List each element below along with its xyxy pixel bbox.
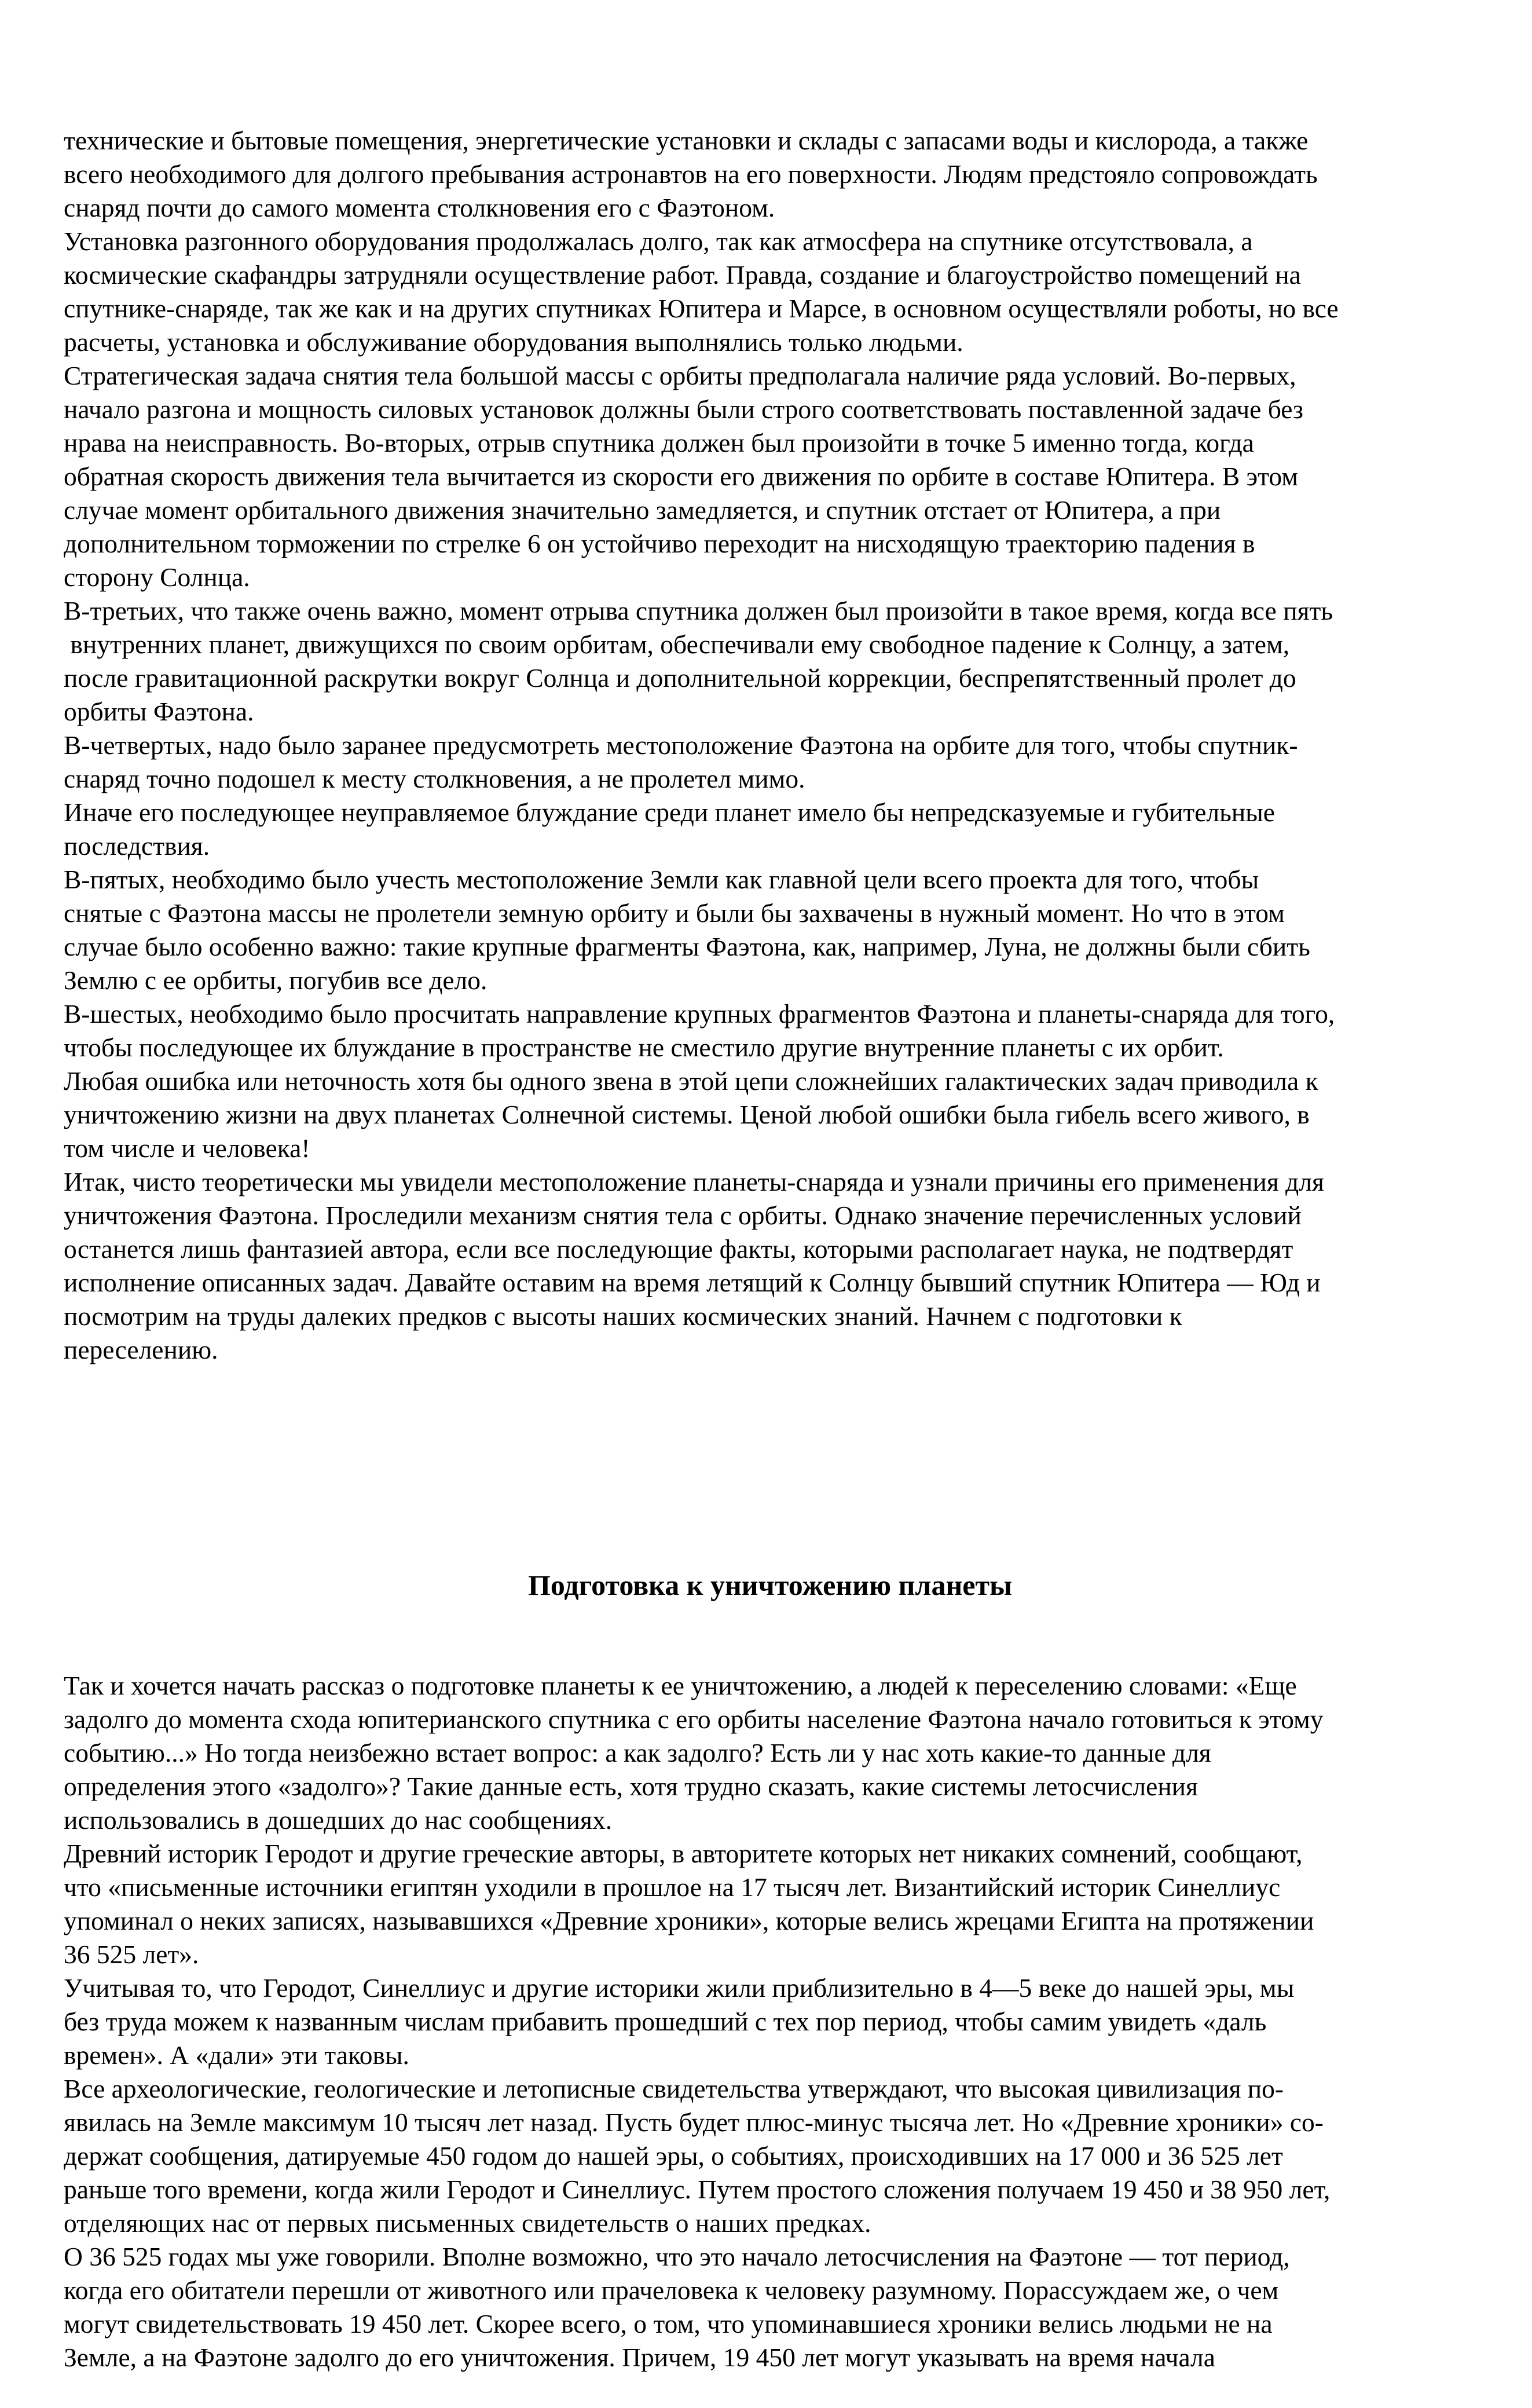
- text-line: уничтожению жизни на двух планетах Солнечной системы. Ценой любой ошибки была гибель всего живого, в: [64, 1100, 1310, 1129]
- text-line: Все археологические, геологические и летописные свидетельства утверждают, что высокая цивилизация по-: [64, 2074, 1284, 2103]
- text-line: случае момент орбитального движения значительно замедляется, и спутник отстает от Юпитера, а при: [64, 495, 1221, 525]
- text-line: когда его обитатели перешли от животного или прачеловека к человеку разумному. Порассуждаем же, о чем: [64, 2275, 1279, 2305]
- text-line: упоминал о неких записях, называвшихся «Древние хроники», которые велись жрецами Египта на протяжении: [64, 1906, 1314, 1935]
- document-page: [64, 57, 1476, 2408]
- text-line: отделяющих нас от первых письменных свидетельств о наших предках.: [64, 2208, 871, 2238]
- paragraph: [64, 225, 1476, 359]
- paragraph: [64, 594, 1476, 729]
- paragraph: [64, 124, 1476, 225]
- text-line: посмотрим на труды далеких предков с высоты наших космических знаний. Начнем с подготовки к: [64, 1301, 1182, 1331]
- text-line: останется лишь фантазией автора, если все последующие факты, которыми располагает наука, не подтвердят: [64, 1234, 1293, 1264]
- text-line: технические и бытовые помещения, энергетические установки и склады с запасами воды и кислорода, а также: [64, 126, 1309, 155]
- text-line: могут свидетельствовать 19 450 лет. Скорее всего, о том, что упоминавшиеся хроники велись людьми не на: [64, 2309, 1273, 2339]
- text-line: явилась на Земле максимум 10 тысяч лет назад. Пусть будет плюс-минус тысяча лет. Но «Древние хроники» со-: [64, 2107, 1324, 2137]
- text-line: 36 525 лет».: [64, 1939, 199, 1969]
- text-line: снятые с Фаэтона массы не пролетели земную орбиту и были бы захвачены в нужный момент. Но что в этом: [64, 898, 1285, 928]
- text-line: орбиты Фаэтона.: [64, 697, 254, 726]
- text-line: В-четвертых, надо было заранее предусмотреть местоположение Фаэтона на орбите для того, чтобы спутник-: [64, 730, 1298, 760]
- section-preparation: [64, 1669, 1476, 2374]
- paragraph: [64, 2072, 1476, 2240]
- text-line: В-пятых, необходимо было учесть местоположение Земли как главной цели всего проекта для того, чтобы: [64, 865, 1259, 894]
- paragraph: [64, 796, 1476, 863]
- text-line: расчеты, установка и обслуживание оборудования выполнялись только людьми.: [64, 327, 963, 357]
- text-line: определения этого «задолго»? Такие данные есть, хотя трудно сказать, какие системы летосчисления: [64, 1772, 1198, 1801]
- text-line: Итак, чисто теоретически мы увидели местоположение планеты-снаряда и узнали причины его применения для: [64, 1167, 1324, 1196]
- section-heading: Подготовка к уничтожению планеты: [527, 1569, 1013, 1601]
- text-line: Земле, а на Фаэтоне задолго до его уничтожения. Причем, 19 450 лет могут указывать на время начала: [64, 2343, 1215, 2372]
- paragraph: [64, 1064, 1476, 1165]
- text-line: времен». А «дали» эти таковы.: [64, 2040, 409, 2070]
- text-line: В-третьих, что также очень важно, момент отрыва спутника должен был произойти в такое время, когда все пять: [64, 596, 1333, 625]
- text-line: без труда можем к названным числам прибавить прошедший с тех пор период, чтобы самим увидеть «даль: [64, 2007, 1267, 2036]
- text-line: космические скафандры затрудняли осуществление работ. Правда, создание и благоустройство помещений на: [64, 260, 1301, 290]
- text-line: снаряд точно подошел к месту столкновения, а не пролетел мимо.: [64, 764, 805, 793]
- section-gap: [64, 1434, 1476, 1501]
- paragraph: [64, 729, 1476, 796]
- text-line: сторону Солнца.: [64, 562, 250, 592]
- paragraph: [64, 1669, 1476, 1837]
- text-line: событию...» Но тогда неизбежно встает вопрос: а как задолго? Есть ли у нас хоть какие-то данные для: [64, 1738, 1211, 1767]
- text-line: снаряд почти до самого момента столкновения его с Фаэтоном.: [64, 193, 775, 222]
- text-line: исполнение описанных задач. Давайте оставим на время летящий к Солнцу бывший спутник Юпитера — Юд и: [64, 1268, 1321, 1297]
- text-line: дополнительном торможении по стрелке 6 он устойчиво переходит на нисходящую траекторию падения в: [64, 529, 1255, 558]
- text-line: спутнике-снаряде, так же как и на других спутниках Юпитера и Марсе, в основном осуществляли роботы, но все: [64, 294, 1339, 323]
- text-line: Древний историк Геродот и другие греческие авторы, в авторитете которых нет никаких сомнений, сообщают,: [64, 1839, 1303, 1868]
- text-line: уничтожения Фаэтона. Проследили механизм снятия тела с орбиты. Однако значение перечисленных условий: [64, 1201, 1302, 1230]
- text-line: задолго до момента схода юпитерианского спутника с его орбиты население Фаэтона начало готовиться к этому: [64, 1704, 1324, 1734]
- text-line: обратная скорость движения тела вычитается из скорости его движения по орбите в составе Юпитера. В этом: [64, 462, 1299, 491]
- text-line: В-шестых, необходимо было просчитать направление крупных фрагментов Фаэтона и планеты-снаряда для того,: [64, 999, 1335, 1029]
- paragraph: [64, 1837, 1476, 1971]
- text-line: после гравитационной раскрутки вокруг Солнца и дополнительной коррекции, беспрепятственный пролет до: [64, 663, 1296, 693]
- text-line: последствия.: [64, 831, 210, 861]
- text-line: Иначе его последующее неуправляемое блуждание среди планет имело бы непредсказуемые и губительные: [64, 797, 1275, 827]
- text-line: внутренних планет, движущихся по своим орбитам, обеспечивали ему свободное падение к Солнцу, а затем,: [64, 630, 1290, 659]
- text-line: Любая ошибка или неточность хотя бы одного звена в этой цепи сложнейших галактических задач приводила к: [64, 1066, 1318, 1096]
- text-line: О 36 525 годах мы уже говорили. Вполне возможно, что это начало летосчисления на Фаэтоне — тот период,: [64, 2242, 1290, 2271]
- text-line: начало разгона и мощность силовых установок должны были строго соответствовать поставленной задаче без: [64, 394, 1304, 424]
- text-line: что «письменные источники египтян уходили в прошлое на 17 тысяч лет. Византийский историк Синеллиус: [64, 1872, 1281, 1902]
- paragraph: [64, 1971, 1476, 2072]
- paragraph: [64, 1165, 1476, 1367]
- text-line: случае было особенно важно: такие крупные фрагменты Фаэтона, как, например, Луна, не должны были сбить: [64, 932, 1310, 961]
- text-line: Стратегическая задача снятия тела большой массы с орбиты предполагала наличие ряда условий. Во-первых,: [64, 361, 1296, 390]
- text-line: переселению.: [64, 1335, 218, 1364]
- text-line: чтобы последующее их блуждание в пространстве не сместило другие внутренние планеты с их орбит.: [64, 1033, 1224, 1062]
- text-line: раньше того времени, когда жили Геродот и Синеллиус. Путем простого сложения получаем 19 450 и 38 950 лет,: [64, 2175, 1331, 2204]
- text-line: держат сообщения, датируемые 450 годом до нашей эры, о событиях, происходивших на 17 000 и 36 525 лет: [64, 2141, 1283, 2171]
- paragraph: [64, 2240, 1476, 2374]
- text-line: Так и хочется начать рассказ о подготовке планеты к ее уничтожению, а людей к переселению словами: «Еще: [64, 1671, 1297, 1700]
- text-line: Установка разгонного оборудования продолжалась долго, так как атмосфера на спутнике отсутствовала, а: [64, 226, 1253, 256]
- text-line: нрава на неисправность. Во-вторых, отрыв спутника должен был произойти в точке 5 именно тогда, когда: [64, 428, 1254, 458]
- text-line: использовались в дошедших до нас сообщениях.: [64, 1805, 613, 1835]
- text-line: Учитывая то, что Геродот, Синеллиус и другие историки жили приблизительно в 4—5 веке до нашей эры, мы: [64, 1973, 1295, 2003]
- paragraph: [64, 359, 1476, 594]
- paragraph: [64, 997, 1476, 1064]
- paragraph: [64, 863, 1476, 997]
- text-line: всего необходимого для долгого пребывания астронавтов на его поверхности. Людям предстояло сопровождать: [64, 159, 1318, 189]
- text-line: Землю с ее орбиты, погубив все дело.: [64, 965, 488, 995]
- section-intro: [64, 124, 1476, 1367]
- text-line: том числе и человека!: [64, 1133, 310, 1163]
